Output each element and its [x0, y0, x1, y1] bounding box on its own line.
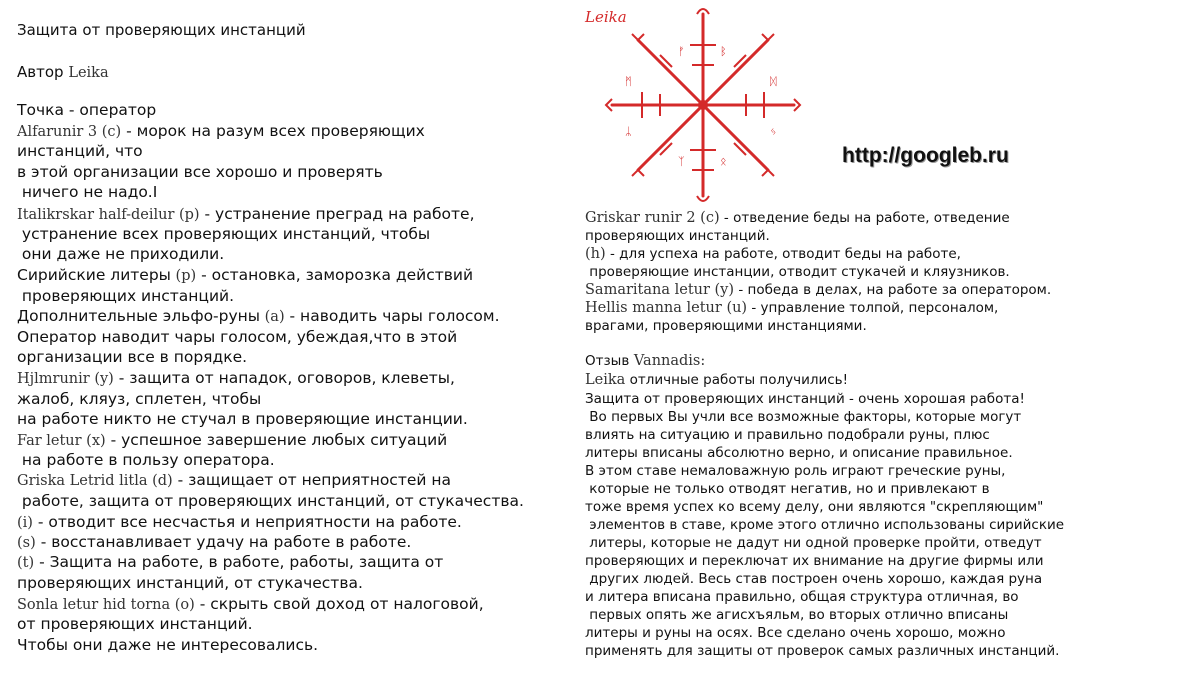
text-span: отличные работы получились!: [625, 372, 849, 388]
text-line: проверяющих инстанций, от стукачества.: [17, 574, 363, 592]
text-span: - отводит все несчастья и неприятности на работе.: [32, 513, 462, 531]
author-line: [17, 62, 109, 83]
text-span: - отведение беды на работе, отведение: [719, 210, 1010, 226]
text-span: Дополнительные эльфо-руны: [17, 307, 261, 325]
text-line: литеры и руны на осях. Все сделано очень хорошо, можно: [585, 625, 1006, 641]
text-line: влиять на ситуацию и правильно подобрали руны, плюс: [585, 427, 990, 443]
rune-name: Alfarunir 3 (c): [17, 124, 122, 140]
text-span: - морок на разум всех проверяющих: [121, 122, 425, 140]
text-line: и литера вписана правильно, общая структура отличная, во: [585, 589, 1019, 605]
text-line: проверяющих инстанций.: [585, 228, 770, 244]
text-line: [17, 121, 425, 142]
rune-name: Samaritana letur (y): [585, 282, 735, 298]
svg-text:ᛦ: ᛦ: [625, 125, 632, 138]
text-line: применять для защиты от проверок самых различных инстанций.: [585, 643, 1060, 659]
text-line: [17, 265, 473, 286]
text-span: - успешное завершение любых ситуаций: [105, 431, 448, 449]
author-name: Leika: [68, 65, 109, 81]
text-span: - победа в делах, на работе за оператором.: [734, 282, 1052, 298]
rune-name: Hellis manna letur (u): [585, 300, 748, 316]
text-line: на работе никто не стучал в проверяющие инстанции.: [17, 410, 468, 428]
text-line: [585, 281, 1051, 300]
text-line: в этой организации все хорошо и проверять: [17, 163, 383, 181]
review-heading: [585, 352, 705, 371]
rune-name: Griskar runir 2 (c): [585, 210, 720, 226]
author-name: Leika: [585, 372, 626, 388]
reviewer-name: Vannadis:: [629, 353, 706, 369]
text-line: [17, 204, 475, 225]
text-line: врагами, проверяющими инстанциями.: [585, 318, 867, 334]
rune-name: Sonla letur hid torna (o): [17, 597, 195, 613]
text-line: проверяющих инстанций.: [17, 287, 235, 305]
text-line: [585, 245, 961, 264]
svg-text:ᛟ: ᛟ: [720, 155, 727, 168]
text-line: В этом ставе немаловажную роль играют греческие руны,: [585, 463, 1006, 479]
rune-stave-symbol: [580, 0, 840, 205]
text-line: работе, защита от проверяющих инстанций, от стукачества.: [17, 492, 524, 510]
text-span: - защищает от неприятностей на: [172, 471, 452, 489]
svg-text:ᛃ: ᛃ: [770, 125, 777, 138]
svg-text:ᚠ: ᚠ: [678, 45, 685, 58]
rune-name: Far letur (x): [17, 433, 106, 449]
text-line: тоже время успех ко всему делу, они являются "скрепляющим": [585, 499, 1044, 515]
stave-center: [698, 100, 708, 110]
text-line: [17, 368, 455, 389]
author-label: Автор: [17, 63, 64, 81]
text-line: [17, 470, 451, 491]
text-line: литеры вписаны абсолютно верно, и описание правильное.: [585, 445, 1013, 461]
text-line: Защита от проверяющих инстанций - очень хорошая работа!: [585, 391, 1025, 407]
text-line: инстанций, что: [17, 142, 143, 160]
text-line: первых опять же агисхъяльм, во вторых отлично вписаны: [585, 607, 1009, 623]
text-span: - устранение преград на работе,: [199, 205, 475, 223]
text-span: Отзыв: [585, 353, 630, 369]
text-line: [17, 594, 484, 615]
rune-code: (t): [17, 555, 35, 571]
rune-code: (h): [585, 246, 606, 262]
text-line: на работе в пользу оператора.: [17, 451, 275, 469]
text-line: ничего не надо.I: [17, 183, 158, 201]
text-line: Оператор наводит чары голосом, убеждая,что в этой: [17, 328, 458, 346]
text-line: [17, 430, 447, 451]
text-line: [17, 512, 462, 533]
text-span: - для успеха на работе, отводит беды на работе,: [605, 246, 961, 262]
text-line: [17, 552, 443, 573]
text-line: они даже не приходили.: [17, 245, 225, 263]
text-line: [17, 532, 411, 553]
text-line: проверяющих и переключат их внимание на другие фирмы или: [585, 553, 1044, 569]
text-line: жалоб, кляуз, сплетен, чтобы: [17, 390, 262, 408]
text-line: устранение всех проверяющих инстанций, чтобы: [17, 225, 431, 243]
rune-code: (i): [17, 515, 33, 531]
text-line: Во первых Вы учли все возможные факторы, которые могут: [585, 409, 1022, 425]
text-span: Сирийские литеры: [17, 266, 171, 284]
text-line: [585, 209, 1010, 228]
text-line: [17, 306, 500, 327]
rune-name: Hjlmrunir (y): [17, 371, 114, 387]
rune-code: (a): [260, 309, 285, 325]
text-line: проверяющие инстанции, отводит стукачей и кляузников.: [585, 264, 1010, 280]
text-span: - защита от нападок, оговоров, клеветы,: [113, 369, 455, 387]
signature-text: Leika: [585, 8, 627, 26]
text-span: - скрыть свой доход от налоговой,: [194, 595, 484, 613]
text-span: - восстанавливает удачу на работе в работе.: [35, 533, 412, 551]
svg-text:ᛗ: ᛗ: [625, 75, 632, 88]
text-line: организации все в порядке.: [17, 348, 248, 366]
text-span: - Защита на работе, в работе, работы, защита от: [34, 553, 444, 571]
text-line: которые не только отводят негатив, но и привлекают в: [585, 481, 990, 497]
rune-code: (s): [17, 535, 36, 551]
svg-text:ᛞ: ᛞ: [770, 75, 777, 88]
page-title: Защита от проверяющих инстанций: [17, 21, 306, 39]
text-line: [585, 299, 998, 318]
text-line: Точка - оператор: [17, 101, 157, 119]
text-line: от проверяющих инстанций.: [17, 615, 253, 633]
rune-code: (p): [170, 268, 197, 284]
text-line: литеры, которые не дадут ни одной проверке пройти, отведут: [585, 535, 1042, 551]
text-line: [585, 371, 848, 390]
text-span: - управление толпой, персоналом,: [747, 300, 999, 316]
rune-name: Italikrskar half-deilur (p): [17, 207, 200, 223]
text-line: других людей. Весь став построен очень хорошо, каждая руна: [585, 571, 1043, 587]
text-line: Чтобы они даже не интересовались.: [17, 636, 319, 654]
text-line: элементов в ставе, кроме этого отлично использованы сирийские: [585, 517, 1065, 533]
svg-text:ᛒ: ᛒ: [720, 45, 727, 58]
rune-name: Griska Letrid litla (d): [17, 473, 173, 489]
svg-text:ᛉ: ᛉ: [678, 155, 685, 168]
text-span: - остановка, заморозка действий: [196, 266, 474, 284]
site-url: http://googleb.ru: [842, 144, 1009, 167]
text-span: - наводить чары голосом.: [284, 307, 500, 325]
